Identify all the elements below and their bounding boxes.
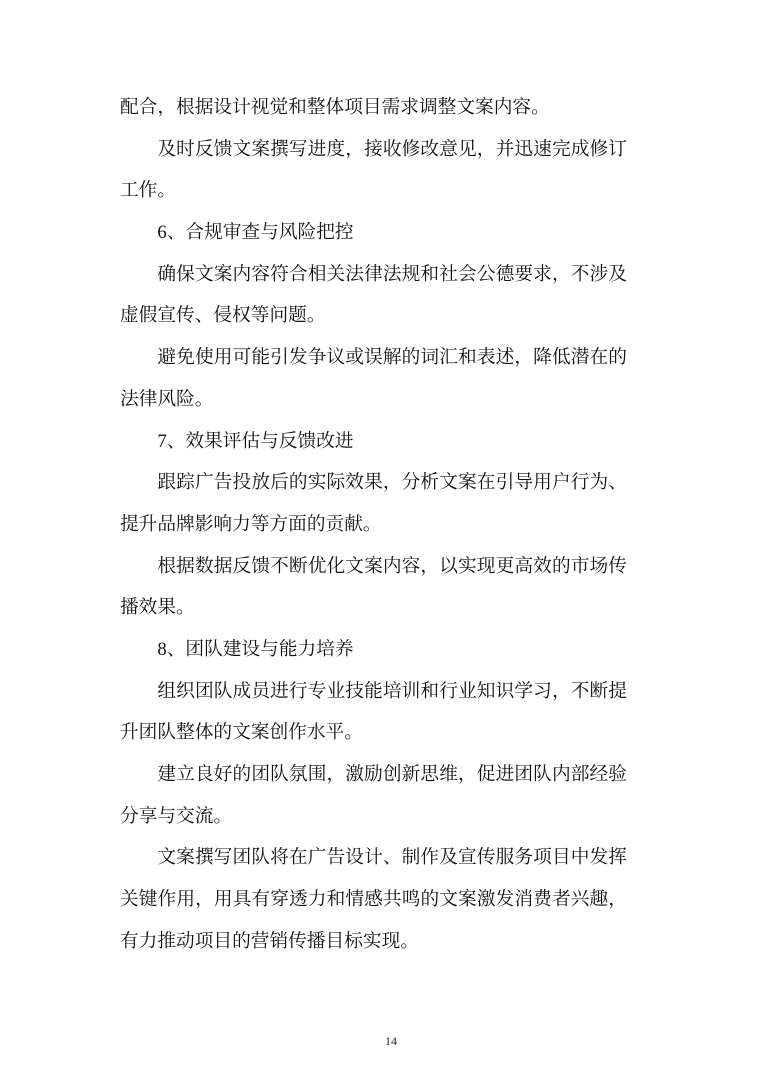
paragraph <box>120 129 627 212</box>
section-heading-text: 6、合规审查与风险把控 <box>157 222 354 244</box>
section-heading-text: 8、团队建设与能力培养 <box>157 638 354 660</box>
text-line: 组织团队成员进行专业技能培训和行业知识学习，不断提 <box>157 680 627 702</box>
paragraph <box>120 754 627 837</box>
text-line: 确保文案内容符合相关法律法规和社会公德要求，不涉及 <box>157 263 627 285</box>
section-heading <box>120 421 627 463</box>
section-heading <box>120 212 627 254</box>
paragraph <box>120 837 627 962</box>
text-line: 根据数据反馈不断优化文案内容，以实现更高效的市场传 <box>157 555 627 577</box>
text-line: 文案撰写团队将在广告设计、制作及宣传服务项目中发挥 <box>157 847 627 869</box>
paragraph <box>120 671 627 754</box>
paragraph <box>120 337 627 420</box>
text-line: 工作。 <box>120 180 177 202</box>
text-line: 播效果。 <box>120 597 195 619</box>
paragraph <box>120 462 627 545</box>
text-line: 及时反馈文案撰写进度，接收修改意见，并迅速完成修订 <box>157 138 627 160</box>
section-heading-text: 7、效果评估与反馈改进 <box>157 430 354 452</box>
text-line: 关键作用，用具有穿透力和情感共鸣的文案激发消费者兴趣， <box>120 889 627 911</box>
page-number: 14 <box>385 1034 397 1048</box>
text-line: 法律风险。 <box>120 388 214 410</box>
text-line: 虚假宣传、侵权等问题。 <box>120 305 326 327</box>
text-line: 分享与交流。 <box>120 805 233 827</box>
section-heading <box>120 629 627 671</box>
text-line: 建立良好的团队氛围，激励创新思维，促进团队内部经验 <box>157 764 627 785</box>
text-line: 避免使用可能引发争议或误解的词汇和表述，降低潜在的 <box>157 347 627 369</box>
paragraph <box>120 254 627 337</box>
paragraph <box>120 546 627 629</box>
text-line: 配合，根据设计视觉和整体项目需求调整文案内容。 <box>120 97 550 118</box>
paragraph <box>120 87 627 129</box>
document-body <box>120 87 627 962</box>
text-line: 跟踪广告投放后的实际效果，分析文案在引导用户行为、 <box>157 472 627 494</box>
text-line: 升团队整体的文案创作水平。 <box>120 722 363 744</box>
text-line: 提升品牌影响力等方面的贡献。 <box>120 513 382 535</box>
text-line: 有力推动项目的营销传播目标实现。 <box>120 930 419 952</box>
